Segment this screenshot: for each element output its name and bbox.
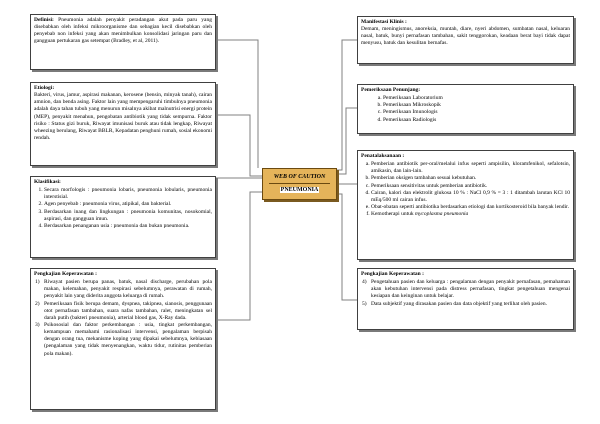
item-text: Pemeriksaan fisik berupa demam, dyspnea, takipnea, sianosis, penggunaan otot pernafasan tambahan, suara nafas tambahan, ralet, meningkatan sel darah putih (bakteri pneumonia), arterial blood gas, X-Ray dada. <box>44 300 212 321</box>
pengkajian-kanan-item <box>362 279 570 300</box>
penatalaksanaan-box <box>357 150 574 260</box>
item-text: Data subjektif yang dirasakan pasien dan data objektif yang terlihat oleh pasien. <box>371 300 547 307</box>
pemeriksaan-item: b. Pemeriksaan Mikroskopik <box>383 102 570 109</box>
penatalaksanaan-item: e. Obat-obatan seperti antibiotika berdasarkan etiologi dan kortikosteroid bila banyak lendir. <box>371 204 570 211</box>
penatalaksanaan-item: c. Pemeriksaan sensitivitas untuk pemberian antibiotik. <box>371 183 570 190</box>
center-divider <box>269 183 330 184</box>
pengkajian-kiri-box <box>30 268 216 410</box>
penatalaksanaan-heading: Penatalaksanaan : <box>361 153 405 159</box>
manifestasi-box <box>357 16 574 64</box>
definisi-heading: Definisi: <box>34 17 54 23</box>
pemeriksaan-box <box>357 84 574 134</box>
pengkajian-kiri-heading: Pengkajian Keperawatan : <box>34 271 97 277</box>
penatalaksanaan-italic: mycoplasma pneumonia <box>413 211 469 218</box>
item-number: 2) <box>35 300 40 307</box>
klasifikasi-item: 4. Berdasarkan penanganan usia : pneumonia dan bukan pneumonia. <box>44 223 212 230</box>
manifestasi-colon: : <box>403 19 407 25</box>
link-pengkajian-kiri <box>216 192 262 320</box>
item-text: Pengetahuan pasien dan keluarga : pengalaman dengan penyakit pernafasan, pemahaman akan kebutuhan intervensi pada distress pernafasan, tingkat pengetahuan mengenai kesiapan dan keinginan untuk belajar. <box>371 279 570 300</box>
penatalaksanaan-item: a. Pemberian antibiotik per-oral/melalui infus seperti ampisilin, kloramfenikol, sefalotsin, amikasin, dan lain-lain. <box>371 161 570 175</box>
etiologi-box <box>30 82 216 166</box>
manifestasi-text: Demam, meningismus, anoreksia, muntah, diare, nyeri abdomen, sumbatan nasal, keluaran nasal, batuk, bunyi pernafasan tambahan, sakit tenggorokan, keadaan berat bayi tidak dapat menyusu, batuk dan kesulitan bernafas. <box>361 26 570 47</box>
pengkajian-kanan-box <box>357 268 574 330</box>
klasifikasi-item: 1. Secara morfologis : pneumonia lobaris, pneumonia lobularis, pneumonia interstisial. <box>44 187 212 201</box>
klasifikasi-item: 3. Berdasarkan inang dan lingkungan : pneumonia komunitas, nosokomial, aspirasi, dan gangguan imun. <box>44 209 212 223</box>
pengkajian-kiri-item <box>35 279 212 300</box>
pemeriksaan-item: c. Pemeriksaan Imunologis <box>383 109 570 116</box>
item-text: Psikososial dan faktor perkembangan : usia, tingkat perkembangan, kemampuan memahami rasionalisasi intervensi, pengalaman berpisah dengan orang tua, mekanisme koping yang dipakai sebelumnya, kebiasaan (pengalaman yang tidak menyenangkan, waktu tidur, rutinitas pemberian pola makan). <box>44 321 212 357</box>
link-manifestasi <box>337 40 357 170</box>
etiologi-heading: Etiologi: <box>34 85 55 91</box>
center-node <box>262 168 337 200</box>
pemeriksaan-item: d. Pemeriksaan Radiologis <box>383 117 570 124</box>
penatalaksanaan-item: b. Pemberian oksigen tambahan sesuai kebutuhan. <box>371 175 570 182</box>
link-etiologi <box>216 115 262 176</box>
klasifikasi-item: 2. Agen penyebab : pneumonia virus, atipikal, dan bakterial. <box>44 201 212 208</box>
penatalaksanaan-item <box>371 211 570 218</box>
item-number: 5) <box>362 300 367 307</box>
pemeriksaan-item: a. Pemeriksaan Laboratorium <box>383 95 570 102</box>
definisi-text: Pneumonia adalah penyakit peradangan akut pada paru yang disebabkan oleh infeksi mikroorganisme dan sebagian kecil disebabkan oleh penyebab non infeksi yang akan menimbulkan konsolidasi jaringan paru dan gangguan pertukaran gas setempat (Bradley, et al, 2011). <box>34 17 212 45</box>
link-pengkajian-kanan <box>337 194 357 300</box>
pengkajian-kanan-item <box>362 300 570 308</box>
link-definisi <box>216 40 258 168</box>
manifestasi-heading: Manifestasi Klinis <box>361 19 404 25</box>
definisi-box <box>30 14 216 70</box>
pemeriksaan-heading: Pemeriksaan Penunjang: <box>361 87 421 93</box>
penatalaksanaan-item-text: Kemotherapi untuk <box>371 211 414 218</box>
etiologi-text: Bakteri, virus, jamur, aspirasi makanan, kerosene (bensin, minyak tanah), cairan amnion, dan benda asing. Faktor lain yang mempengaruhi timbulnya pneumonia adalah daya tahan tubuh yang menurun misalnya akibat malnutrisi energi protein (MEP), penyakit menahun, pengobatan antibiotik yang tidak sempurna. Faktor risiko : Status gizi buruk, Riwayat imunisasi buruk atau tidak lengkap, Riwayat wheezing berulang, Riwayat BBLR, Kepadatan penghuni rumah, sosial ekonomi rendah. <box>34 92 212 141</box>
item-number: 4) <box>362 279 367 286</box>
pengkajian-kanan-heading: Pengkajian Keperawatan : <box>361 271 424 277</box>
link-pemeriksaan <box>337 108 357 174</box>
klasifikasi-box <box>30 176 216 258</box>
center-subtitle: PNEUMONIA <box>280 187 319 194</box>
item-number: 1) <box>35 279 40 286</box>
item-text: Riwayat pasien berupa panas, batuk, nasal discharge, perubahan pola makan, kelemahan, penyakit respirasi sebelumnya, perawatan di rumah, penyakit lain yang diderita anggota keluarga di rumah. <box>44 279 212 300</box>
klasifikasi-heading: Klasifikasi: <box>34 179 61 185</box>
penatalaksanaan-item: d. Cairan, kalori dan elektrolit glukosa 10 % : NaCl 0,9 % = 3 : 1 ditambah larutan KCl 10 mEq/500 ml cairan infus. <box>371 190 570 204</box>
center-title: WEB OF CAUTION <box>273 174 326 180</box>
pengkajian-kiri-item <box>35 300 212 322</box>
item-number: 3) <box>35 321 40 328</box>
pengkajian-kiri-item <box>35 321 212 358</box>
